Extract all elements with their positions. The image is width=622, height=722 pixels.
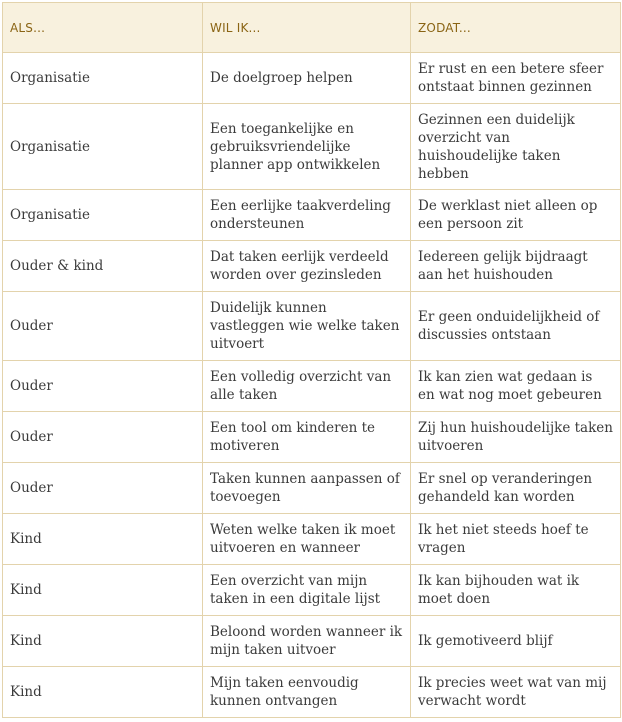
cell-wil-ik: Een volledig overzicht van alle taken: [203, 361, 411, 412]
table-row: [3, 53, 621, 104]
table-row: [3, 241, 621, 292]
cell-wil-ik: Een tool om kinderen te motiveren: [203, 412, 411, 463]
header-wil-ik: WIL IK...: [203, 3, 411, 53]
cell-als: Kind: [3, 616, 203, 667]
cell-als: Kind: [3, 514, 203, 565]
cell-zodat: Er snel op veranderingen gehandeld kan worden: [411, 463, 621, 514]
cell-wil-ik: Een toegankelijke en gebruiksvriendelijke planner app ontwikkelen: [203, 104, 411, 190]
header-zodat: ZODAT...: [411, 3, 621, 53]
cell-zodat: Er geen onduidelijkheid of discussies ontstaan: [411, 292, 621, 361]
user-stories-table-container: [2, 2, 621, 718]
cell-zodat: De werklast niet alleen op een persoon zit: [411, 190, 621, 241]
table-row: [3, 412, 621, 463]
cell-zodat: Gezinnen een duidelijk overzicht van huishoudelijke taken hebben: [411, 104, 621, 190]
cell-zodat: Iedereen gelijk bijdraagt aan het huishouden: [411, 241, 621, 292]
cell-wil-ik: Weten welke taken ik moet uitvoeren en wanneer: [203, 514, 411, 565]
cell-als: Ouder: [3, 361, 203, 412]
cell-wil-ik: Mijn taken eenvoudig kunnen ontvangen: [203, 667, 411, 718]
table-row: [3, 616, 621, 667]
table-row: [3, 190, 621, 241]
cell-wil-ik: Duidelijk kunnen vastleggen wie welke taken uitvoert: [203, 292, 411, 361]
cell-zodat: Ik het niet steeds hoef te vragen: [411, 514, 621, 565]
cell-als: Ouder: [3, 292, 203, 361]
table-row: [3, 361, 621, 412]
cell-als: Organisatie: [3, 53, 203, 104]
cell-wil-ik: Taken kunnen aanpassen of toevoegen: [203, 463, 411, 514]
table-row: [3, 104, 621, 190]
cell-wil-ik: De doelgroep helpen: [203, 53, 411, 104]
table-row: [3, 667, 621, 718]
cell-zodat: Ik kan zien wat gedaan is en wat nog moet gebeuren: [411, 361, 621, 412]
cell-wil-ik: Een overzicht van mijn taken in een digitale lijst: [203, 565, 411, 616]
cell-als: Ouder: [3, 463, 203, 514]
table-row: [3, 514, 621, 565]
cell-als: Kind: [3, 667, 203, 718]
cell-als: Ouder & kind: [3, 241, 203, 292]
user-stories-table: [2, 2, 621, 718]
table-header-row: [3, 3, 621, 53]
cell-als: Organisatie: [3, 104, 203, 190]
cell-zodat: Er rust en een betere sfeer ontstaat binnen gezinnen: [411, 53, 621, 104]
cell-als: Organisatie: [3, 190, 203, 241]
table-row: [3, 463, 621, 514]
cell-wil-ik: Een eerlijke taakverdeling ondersteunen: [203, 190, 411, 241]
cell-zodat: Ik gemotiveerd blijf: [411, 616, 621, 667]
cell-wil-ik: Dat taken eerlijk verdeeld worden over gezinsleden: [203, 241, 411, 292]
table-row: [3, 292, 621, 361]
table-row: [3, 565, 621, 616]
cell-zodat: Zij hun huishoudelijke taken uitvoeren: [411, 412, 621, 463]
cell-als: Kind: [3, 565, 203, 616]
cell-wil-ik: Beloond worden wanneer ik mijn taken uitvoer: [203, 616, 411, 667]
cell-als: Ouder: [3, 412, 203, 463]
cell-zodat: Ik kan bijhouden wat ik moet doen: [411, 565, 621, 616]
cell-zodat: Ik precies weet wat van mij verwacht wordt: [411, 667, 621, 718]
header-als: ALS...: [3, 3, 203, 53]
